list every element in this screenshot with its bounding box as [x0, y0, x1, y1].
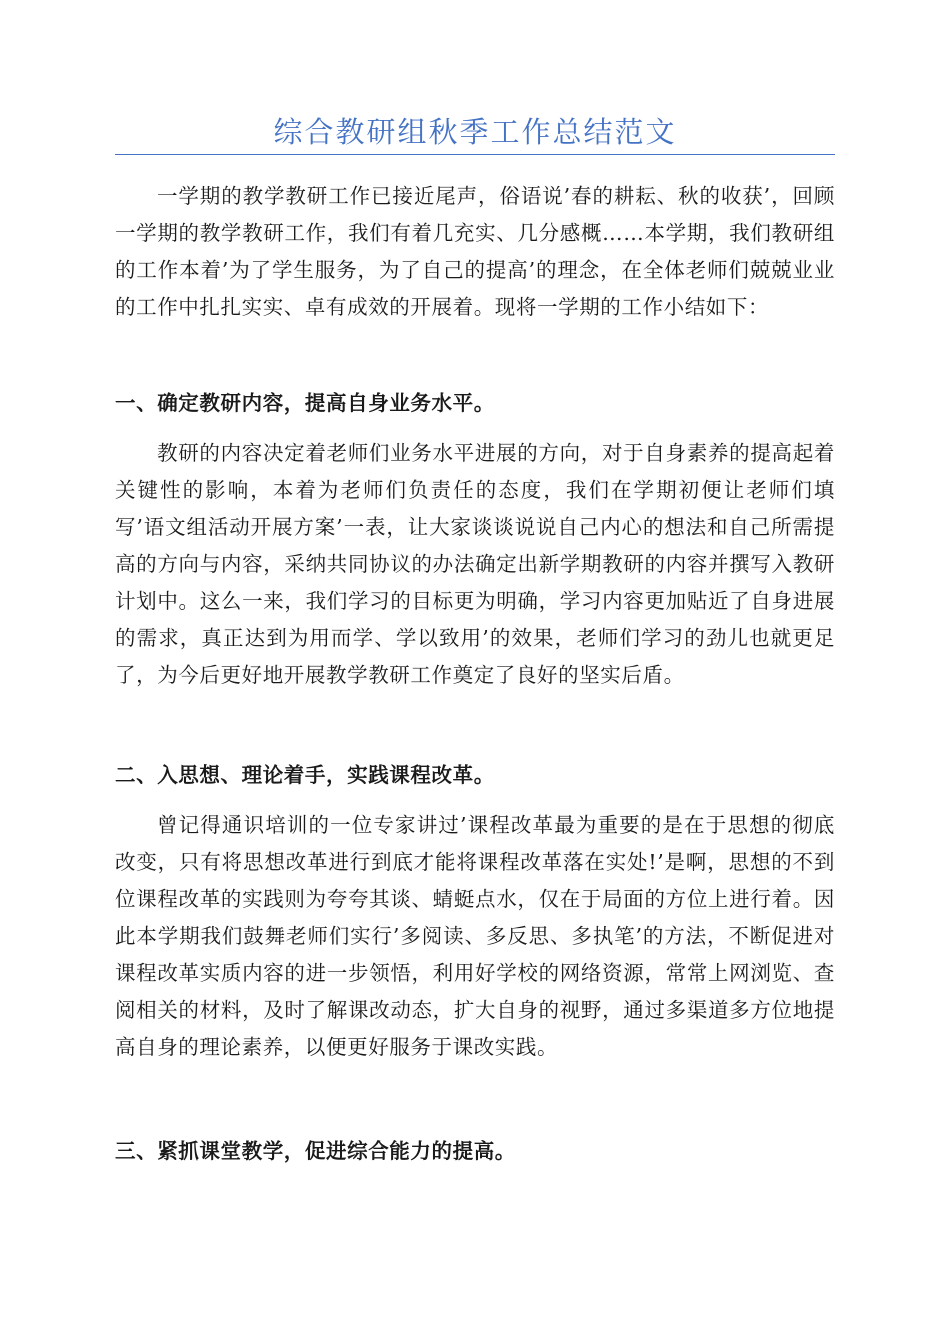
intro-paragraph: 一学期的教学教研工作已接近尾声，俗语说’春的耕耘、秋的收获’，回顾一学期的教学教研工作，我们有着几充实、几分感概……本学期，我们教研组的工作本着’为了学生服务，为了自己的提高’的理念，在全体老师们兢兢业业的工作中扎扎实实、卓有成效的开展着。现将一学期的工作小结如下：: [115, 184, 835, 319]
section-3-heading: 三、紧抓课堂教学，促进综合能力的提高。: [115, 1139, 516, 1163]
section-2-paragraph: 曾记得通识培训的一位专家讲过’课程改革最为重要的是在于思想的彻底改变，只有将思想改革进行到底才能将课程改革落在实处!’是啊，思想的不到位课程改革的实践则为夸夸其谈、蜻蜓点水，仅在于局面的方位上进行着。因此本学期我们鼓舞老师们实行’多阅读、多反思、多执笔’的方法，不断促进对课程改革实质内容的进一步领悟，利用好学校的网络资源，常常上网浏览、查阅相关的材料，及时了解课改动态，扩大自身的视野，通过多渠道多方位地提高自身的理论素养，以便更好服务于课改实践。: [115, 813, 835, 1059]
section-2-block: [115, 807, 835, 1066]
document-title: 综合教研组秋季工作总结范文: [273, 115, 677, 149]
intro-block: [115, 178, 835, 326]
section-1-block: [115, 435, 835, 694]
section-1-heading: 一、确定教研内容，提高自身业务水平。: [115, 391, 495, 415]
section-1-paragraph: 教研的内容决定着老师们业务水平进展的方向，对于自身素养的提高起着关键性的影响，本着为老师们负责任的态度，我们在学期初便让老师们填写’语文组活动开展方案’一表，让大家谈谈说说自己内心的想法和自己所需提高的方向与内容，采纳共同协议的办法确定出新学期教研的内容并撰写入教研计划中。这么一来，我们学习的目标更为明确，学习内容更加贴近了自身进展的需求，真正达到为用而学、学以致用’的效果，老师们学习的劲儿也就更足了，为今后更好地开展教学教研工作奠定了良好的坚实后盾。: [115, 441, 835, 687]
section-2-heading: 二、入思想、理论着手，实践课程改革。: [115, 763, 495, 787]
title-underline: [115, 154, 835, 155]
